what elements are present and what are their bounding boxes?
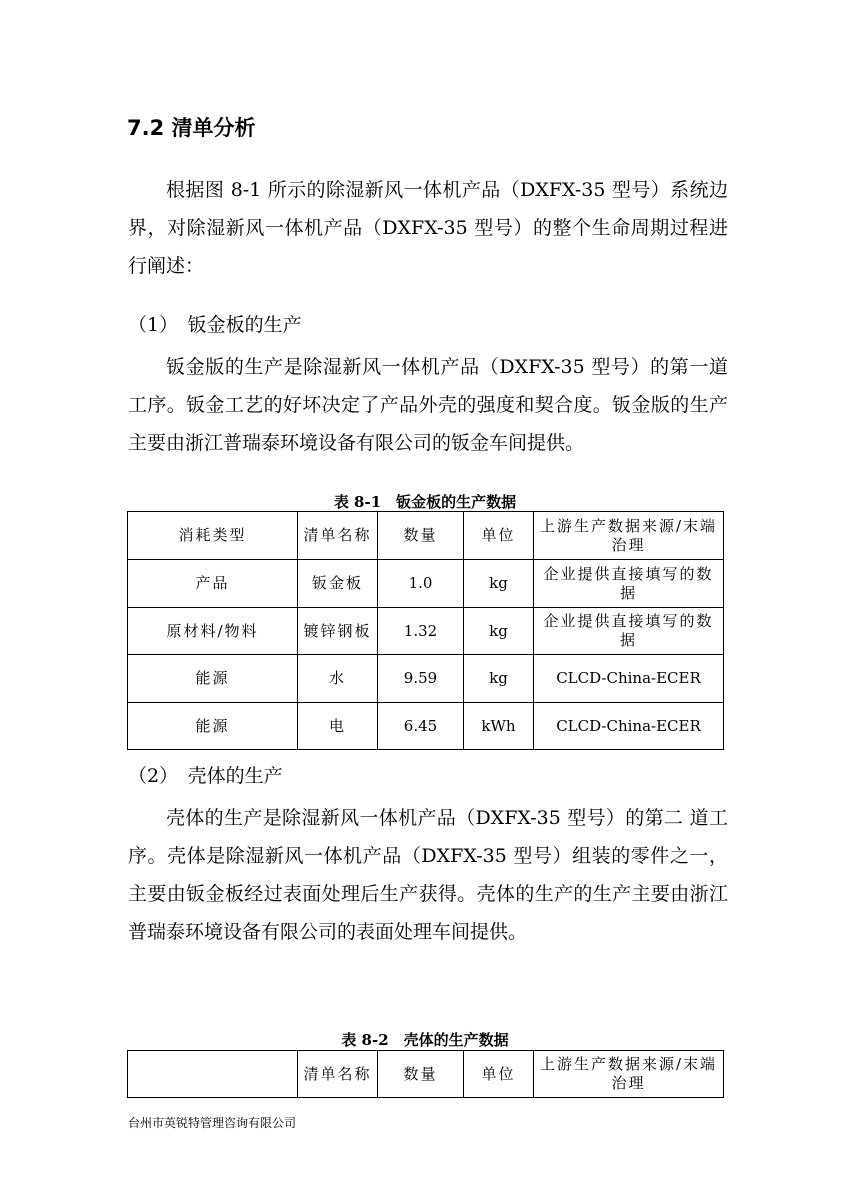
header-cell: 单位 bbox=[464, 1051, 534, 1098]
table-cell: 电 bbox=[298, 703, 378, 750]
header-cell: 消耗类型 bbox=[128, 512, 298, 560]
header-cell bbox=[128, 1051, 298, 1098]
header-cell: 数量 bbox=[378, 512, 464, 560]
table-row bbox=[128, 703, 724, 750]
table-cell: 企业提供直接填写的数据 bbox=[534, 560, 724, 608]
table-cell: 能源 bbox=[128, 703, 298, 750]
table-cell: CLCD-China-ECER bbox=[534, 655, 724, 703]
section1-text: 钣金版的生产是除湿新风一体机产品（DXFX-35 型号）的第一道工序。钣金工艺的好坏决定了产品外壳的强度和契合度。钣金版的生产主要由浙江普瑞泰环境设备有限公司的钣金车间提供。 bbox=[128, 356, 728, 454]
table1-caption: 表 8-1 钣金板的生产数据 bbox=[333, 493, 517, 511]
table-cell: 1.32 bbox=[378, 608, 464, 655]
section2-title: （2） 壳体的生产 bbox=[128, 765, 283, 787]
table-cell: 9.59 bbox=[378, 655, 464, 703]
header-cell: 数量 bbox=[378, 1051, 464, 1098]
table-cell: 原材料/物料 bbox=[128, 608, 298, 655]
table-cell: kg bbox=[464, 608, 534, 655]
header-cell: 上游生产数据来源/末端治理 bbox=[534, 1051, 724, 1098]
table2 bbox=[127, 1050, 724, 1098]
header-cell: 清单名称 bbox=[298, 512, 378, 560]
table-cell: kWh bbox=[464, 703, 534, 750]
section-heading: 7.2 清单分析 bbox=[127, 116, 256, 140]
table-cell: kg bbox=[464, 655, 534, 703]
table-row bbox=[128, 608, 724, 655]
table-cell: 企业提供直接填写的数据 bbox=[534, 608, 724, 655]
table-row bbox=[128, 560, 724, 608]
header-cell: 单位 bbox=[464, 512, 534, 560]
section1-paragraph bbox=[128, 348, 728, 462]
table-cell: 产品 bbox=[128, 560, 298, 608]
table-cell: 1.0 bbox=[378, 560, 464, 608]
header-cell: 上游生产数据来源/末端治理 bbox=[534, 512, 724, 560]
table2-caption: 表 8-2 壳体的生产数据 bbox=[341, 1031, 509, 1049]
section1-title: （1） 钣金板的生产 bbox=[128, 314, 302, 336]
table-cell: CLCD-China-ECER bbox=[534, 703, 724, 750]
page-footer: 台州市英锐特管理咨询有限公司 bbox=[128, 1116, 297, 1130]
table-cell: 能源 bbox=[128, 655, 298, 703]
intro-paragraph bbox=[128, 171, 728, 285]
section2-paragraph bbox=[128, 799, 728, 951]
table-cell: 6.45 bbox=[378, 703, 464, 750]
table-cell: 钣金板 bbox=[298, 560, 378, 608]
table-cell: 镀锌钢板 bbox=[298, 608, 378, 655]
section2-text: 壳体的生产是除湿新风一体机产品（DXFX-35 型号）的第二 道工序。壳体是除湿新风一体机产品（DXFX-35 型号）组装的零件之一，主要由钣金板经过表面处理后生产获得。壳体的生产的生产主要由浙江普瑞泰环境设备有限公司的表面处理车间提供。 bbox=[128, 807, 728, 943]
table-cell: 水 bbox=[298, 655, 378, 703]
table-row bbox=[128, 655, 724, 703]
table1-header-row bbox=[128, 512, 724, 560]
table1 bbox=[127, 511, 724, 750]
intro-text: 根据图 8-1 所示的除湿新风一体机产品（DXFX-35 型号）系统边界，对除湿新风一体机产品（DXFX-35 型号）的整个生命周期过程进行阐述： bbox=[128, 179, 728, 277]
table2-header-row bbox=[128, 1051, 724, 1098]
table-cell: kg bbox=[464, 560, 534, 608]
header-cell: 清单名称 bbox=[298, 1051, 378, 1098]
